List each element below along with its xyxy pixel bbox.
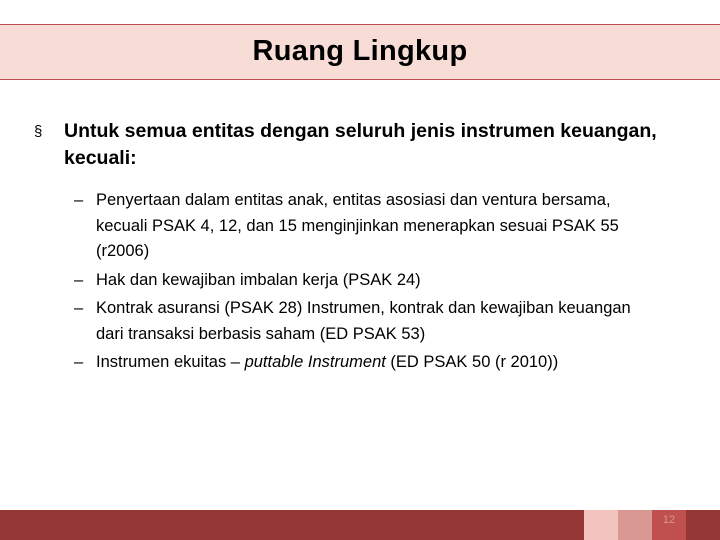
square-bullet-icon: § bbox=[34, 123, 43, 140]
footer-band bbox=[0, 510, 584, 540]
footer-block-accent bbox=[652, 510, 686, 540]
sub-bullet-item bbox=[32, 350, 636, 376]
title-bar bbox=[0, 24, 720, 80]
footer-bar bbox=[0, 510, 720, 540]
sub-bullet-list bbox=[32, 188, 672, 376]
sub-bullet-text-before: Instrumen ekuitas – bbox=[96, 353, 245, 371]
bullet-text: Untuk semua entitas dengan seluruh jenis instrumen keuangan, kecuali: bbox=[64, 120, 657, 169]
footer-block-light bbox=[584, 510, 618, 540]
dash-bullet-icon: – bbox=[74, 270, 84, 289]
sub-bullet-text: Penyertaan dalam entitas anak, entitas asosiasi dan ventura bersama, kecuali PSAK 4, 12, dan 15 menginjinkan menerapkan sesuai PSAK 55 (r2006) bbox=[96, 191, 619, 260]
dash-bullet-icon: – bbox=[74, 299, 84, 317]
sub-bullet-text: Kontrak asuransi (PSAK 28) Instrumen, kontrak dan kewajiban keuangan dari transaksi berbasis saham (ED PSAK 53) bbox=[96, 299, 631, 343]
dash-bullet-icon: – bbox=[74, 191, 84, 209]
footer-block-mid bbox=[618, 510, 652, 540]
sub-bullet-text-italic: puttable Instrument bbox=[244, 353, 386, 371]
footer-block-dark bbox=[686, 510, 720, 540]
page-number: 12 bbox=[662, 514, 676, 526]
sub-bullet-item bbox=[32, 268, 636, 294]
slide-content bbox=[32, 118, 672, 379]
sub-bullet-text: Hak dan kewajiban imbalan kerja (PSAK 24) bbox=[96, 270, 421, 289]
slide-title: Ruang Lingkup bbox=[252, 35, 468, 67]
sub-bullet-item bbox=[32, 296, 636, 347]
sub-bullet-item bbox=[32, 188, 636, 265]
sub-bullet-text-after: (ED PSAK 50 (r 2010)) bbox=[385, 353, 559, 371]
bullet-item bbox=[32, 118, 672, 172]
dash-bullet-icon: – bbox=[74, 353, 84, 371]
